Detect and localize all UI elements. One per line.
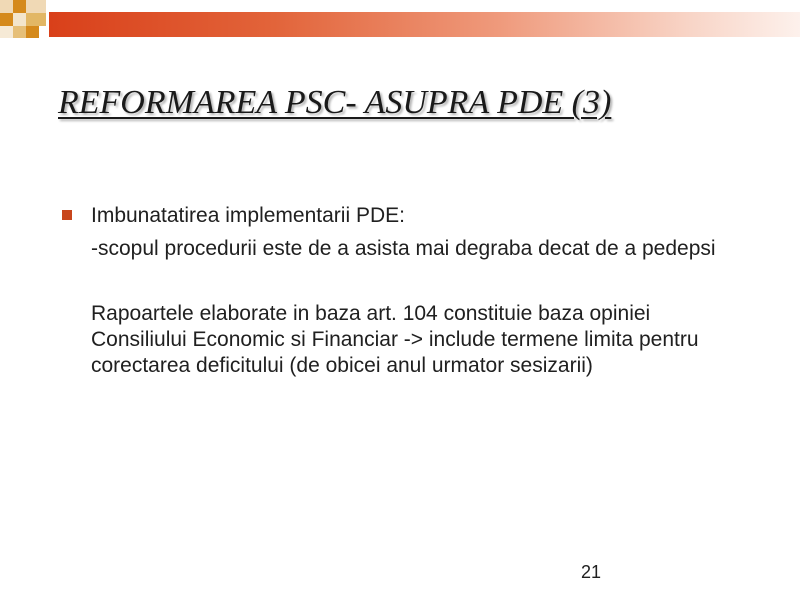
bullet-item — [62, 203, 742, 229]
header-gradient-bar — [49, 12, 800, 37]
decor-square — [26, 13, 46, 26]
decor-square — [13, 13, 26, 26]
decor-square — [0, 13, 13, 26]
decor-square — [0, 26, 13, 38]
decor-square — [26, 0, 46, 13]
square-bullet-icon — [62, 210, 72, 220]
slide-body — [62, 203, 742, 379]
decor-square — [26, 26, 39, 38]
body-paragraph: Rapoartele elaborate in baza art. 104 constituie baza opiniei Consiliului Economic si Financiar -> include termene limita pentru corectarea deficitului (de obicei anul urmator sesizarii) — [91, 302, 699, 377]
decor-square — [0, 0, 13, 13]
bullet-text: Imbunatatirea implementarii PDE: — [91, 204, 405, 227]
slide-title: REFORMAREA PSC- ASUPRA PDE (3) — [58, 84, 612, 121]
decor-square — [13, 0, 26, 13]
page-number: 21 — [581, 562, 602, 582]
body-paragraph: -scopul procedurii este de a asista mai degraba decat de a pedepsi — [91, 237, 716, 260]
decor-square — [13, 26, 26, 38]
